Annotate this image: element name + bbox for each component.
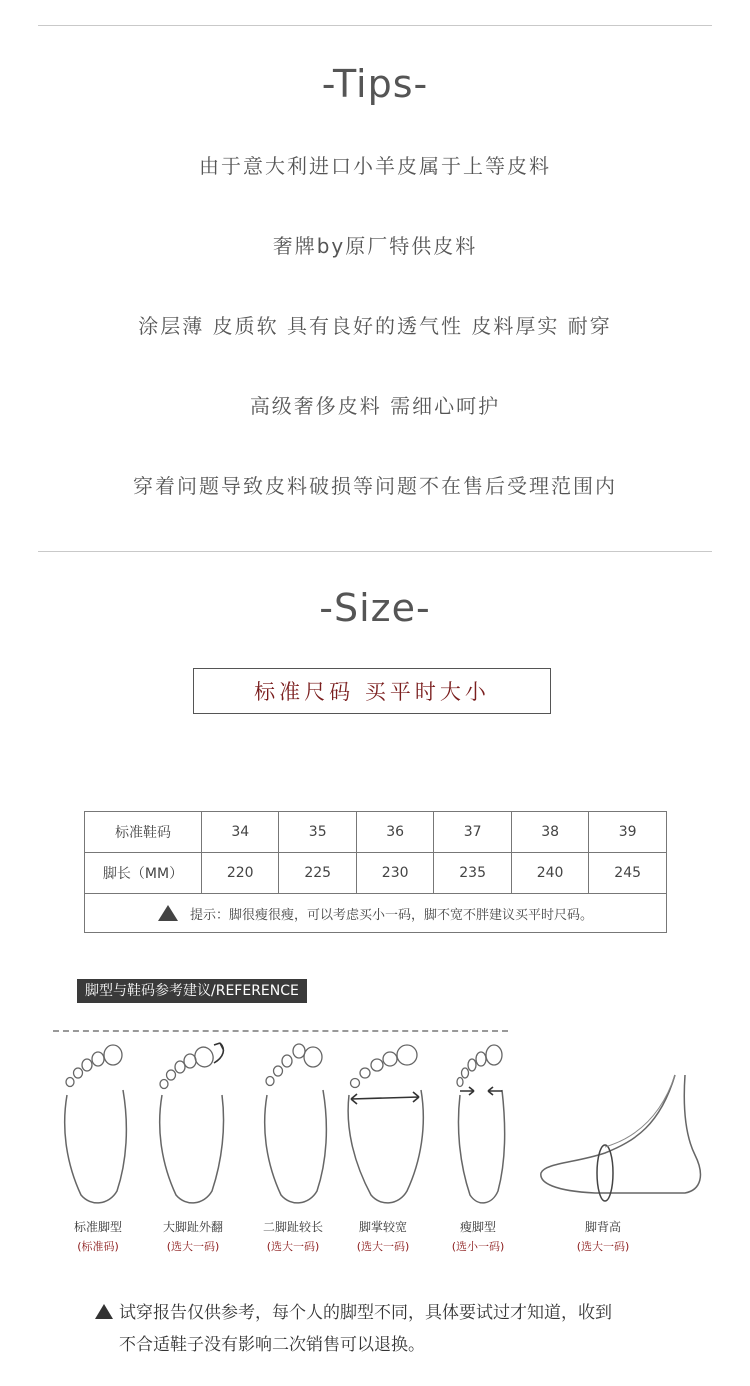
foot-size-advice: (选大一码) [166,1240,220,1253]
warning-triangle-icon [158,905,178,921]
table-row-label: 脚长（MM） [85,853,202,894]
table-row-label: 标准鞋码 [85,812,202,853]
bottom-note [95,1297,715,1361]
table-cell: 35 [279,812,356,853]
tip-line: 涂层薄 皮质软 具有良好的透气性 皮料厚实 耐穿 [138,314,612,338]
bottom-note-text: 不合适鞋子没有影响二次销售可以退换。 [119,1335,425,1355]
table-cell: 225 [279,853,356,894]
standard-size-note: 标准尺码 买平时大小 [193,668,551,714]
table-note [85,894,667,933]
table-cell: 36 [356,812,433,853]
standard-foot-icon [45,1035,145,1205]
tip-line: 奢牌by原厂特供皮料 [272,234,478,258]
table-row [85,894,667,933]
bottom-note-text: 试穿报告仅供参考，每个人的脚型不同，具体要试过才知道，收到 [119,1303,612,1323]
tip-line: 由于意大利进口小羊皮属于上等皮料 [199,154,551,178]
size-heading: -Size- [319,586,431,630]
foot-type-label: 瘦脚型 [459,1220,496,1234]
table-note-text: 提示：脚很瘦很瘦，可以考虑买小一码，脚不宽不胖建议买平时尺码。 [189,907,593,923]
table-cell: 235 [434,853,511,894]
table-cell: 245 [589,853,667,894]
high-instep-foot-icon [535,1035,710,1205]
top-divider [38,25,712,26]
wide-foot-icon [335,1035,435,1205]
bottom-note-line [95,1297,715,1329]
foot-type-label: 脚背高 [584,1220,621,1234]
reference-dashed-line [53,1030,508,1032]
bunion-foot-icon [140,1035,240,1205]
table-cell: 220 [202,853,279,894]
tips-heading: -Tips- [321,62,429,106]
tip-line: 高级奢侈皮料 需细心呵护 [249,394,501,418]
foot-size-advice: (标准码) [77,1240,119,1253]
table-cell: 39 [589,812,667,853]
foot-size-advice: (选大一码) [356,1240,410,1253]
foot-type-label: 二脚趾较长 [262,1220,323,1234]
size-table [84,811,667,933]
foot-type-label: 脚掌较宽 [358,1220,407,1234]
foot-type-label: 大脚趾外翻 [162,1220,223,1234]
table-row [85,853,667,894]
table-row [85,812,667,853]
foot-type-label: 标准脚型 [73,1220,122,1234]
warning-triangle-icon [95,1304,113,1319]
bottom-note-line [95,1329,715,1361]
table-cell: 38 [511,812,588,853]
foot-size-advice: (选大一码) [576,1240,630,1253]
slim-foot-icon [430,1035,530,1205]
table-cell: 240 [511,853,588,894]
foot-size-advice: (选小一码) [451,1240,505,1253]
table-cell: 230 [356,853,433,894]
tip-line: 穿着问题导致皮料破损等问题不在售后受理范围内 [133,474,617,498]
table-cell: 34 [202,812,279,853]
table-cell: 37 [434,812,511,853]
foot-size-advice: (选大一码) [266,1240,320,1253]
reference-label: 脚型与鞋码参考建议/REFERENCE [77,979,307,1003]
middle-divider [38,551,712,552]
long-second-toe-foot-icon [245,1035,345,1205]
